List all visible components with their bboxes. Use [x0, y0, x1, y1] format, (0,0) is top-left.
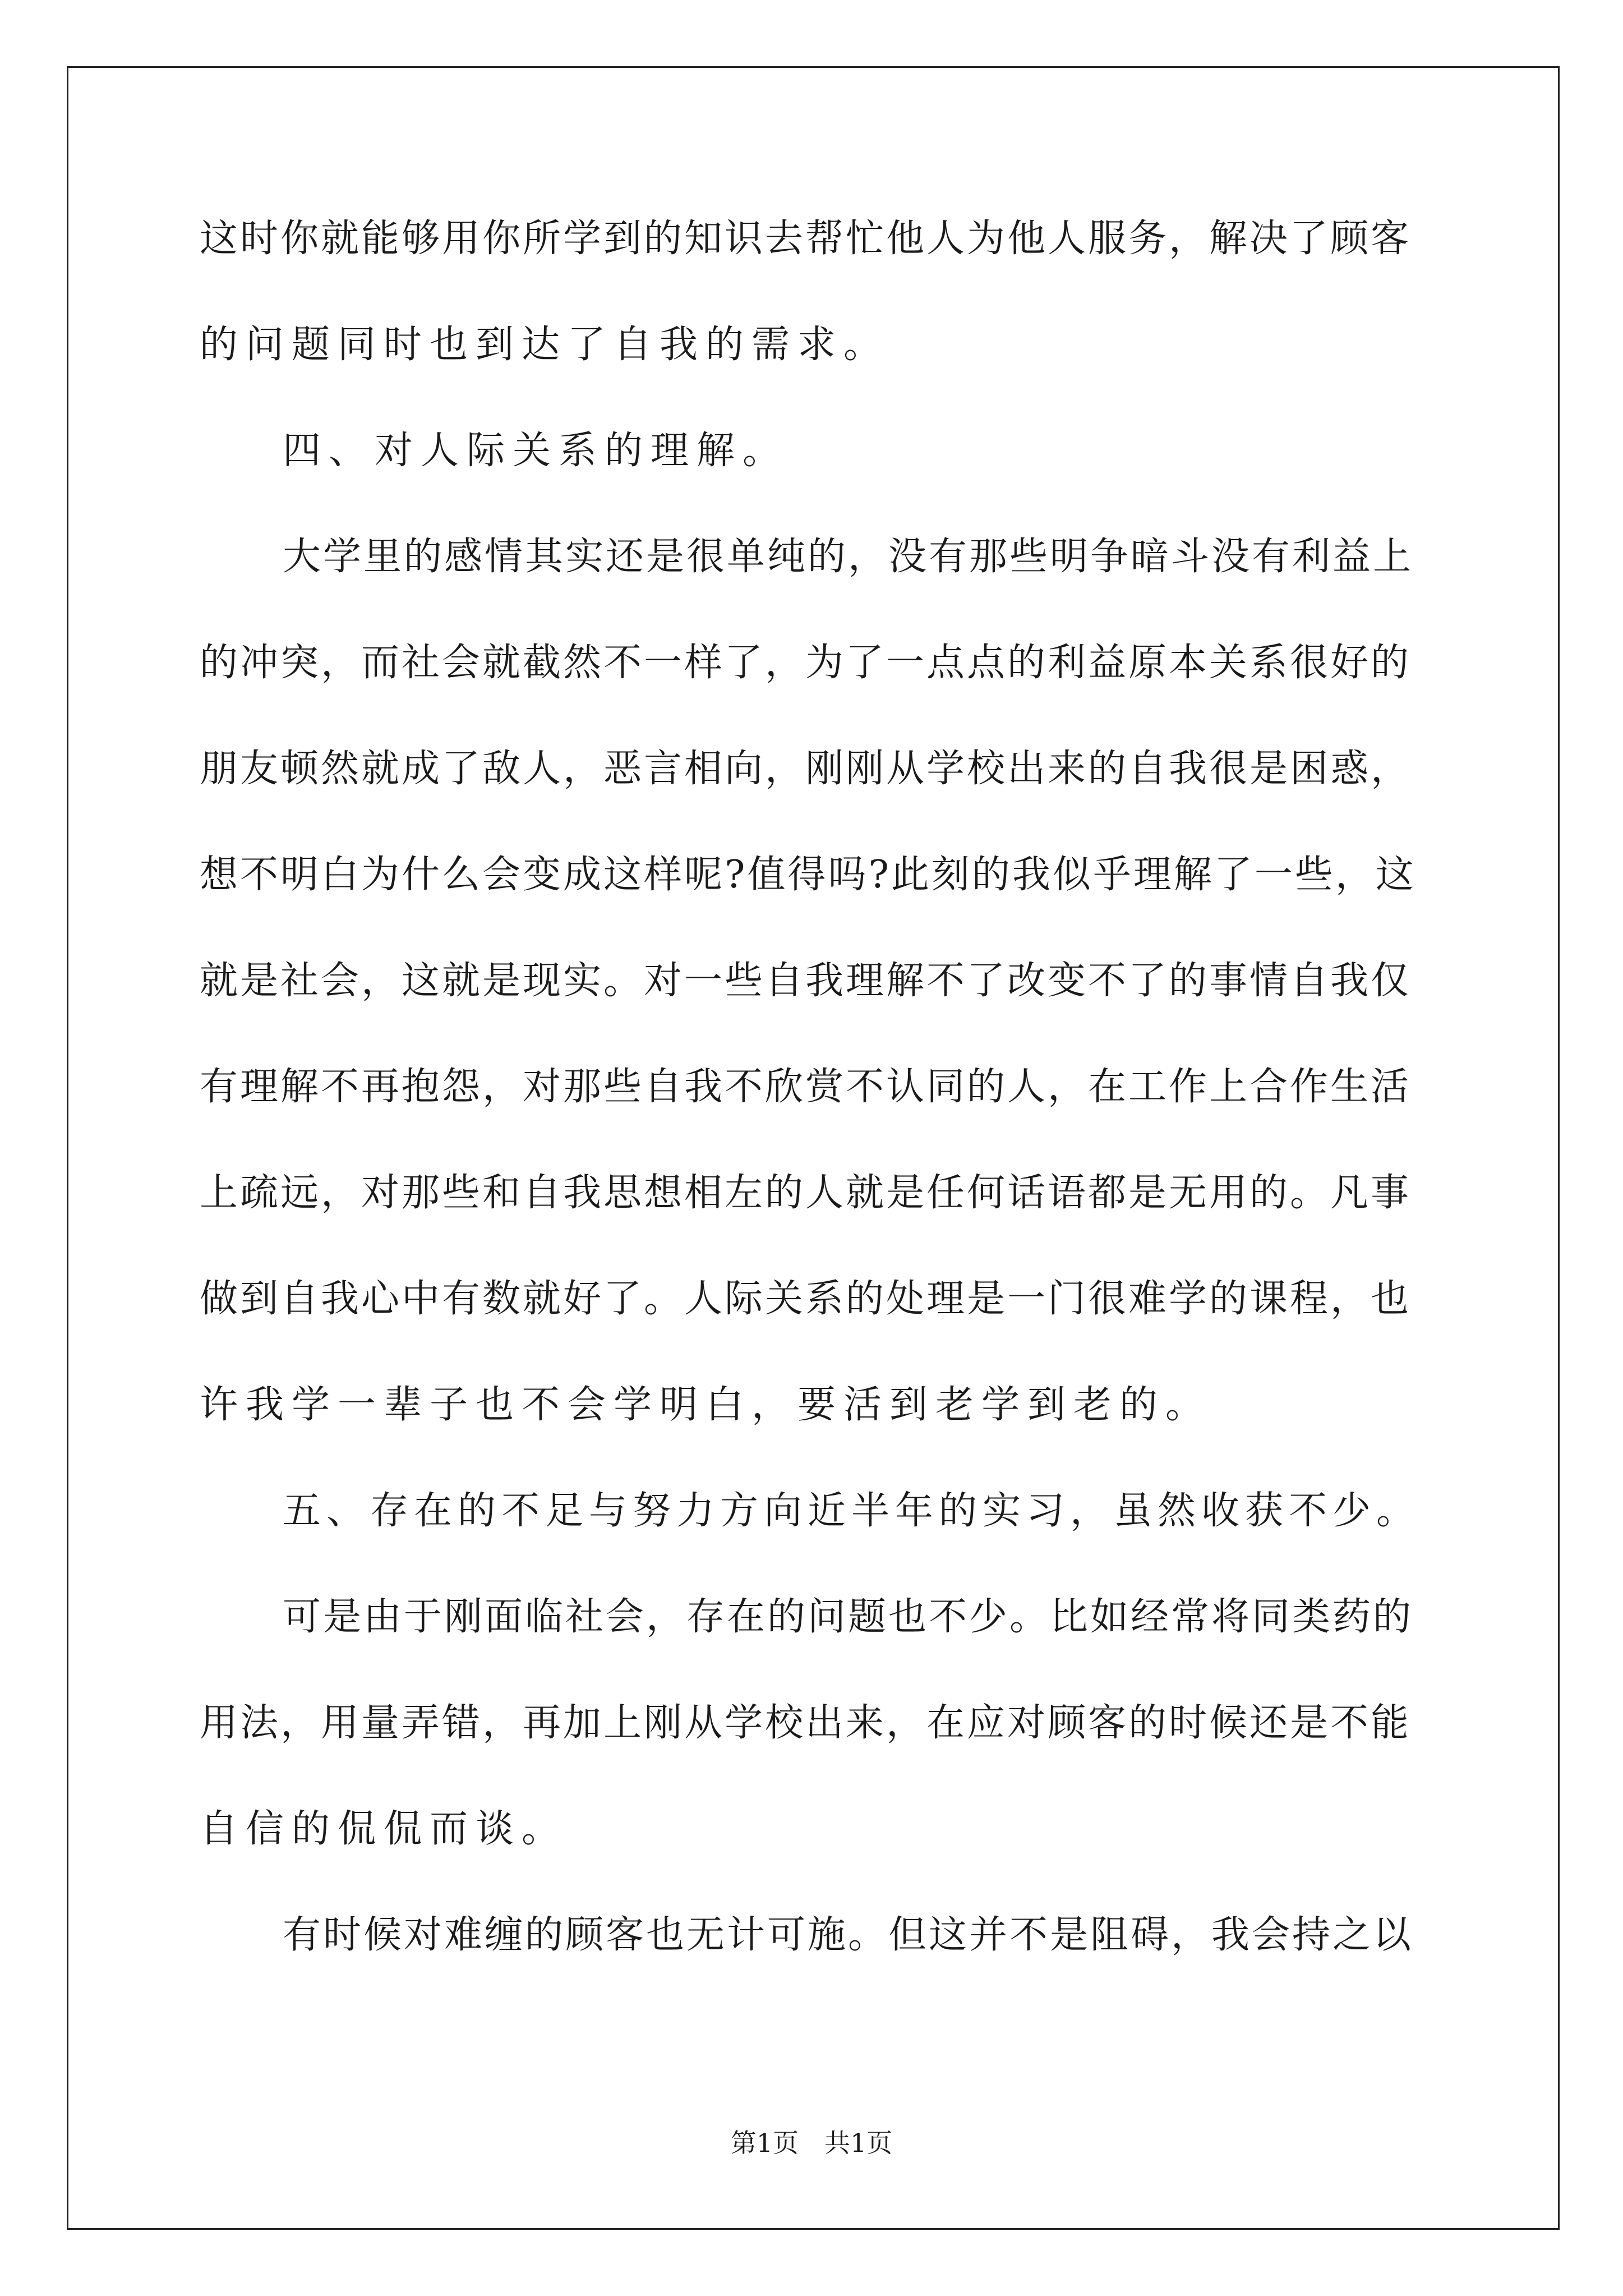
text-line: 做到自我心中有数就好了。人际关系的处理是一门很难学的课程，也 [200, 1277, 1412, 1321]
section-heading: 五、存在的不足与努力方向近半年的实习，虽然收获不少。 [283, 1489, 1421, 1533]
paragraph-start-line: 大学里的感情其实还是很单纯的，没有那些明争暗斗没有利益上 [283, 535, 1414, 579]
text-line: 就是社会，这就是现实。对一些自我理解不了改变不了的事情自我仅 [200, 959, 1412, 1003]
text-line: 的问题同时也到达了自我的需求。 [200, 323, 890, 367]
text-line: 上疏远，对那些和自我思想相左的人就是任何话语都是无用的。凡事 [200, 1171, 1412, 1215]
page-number-footer: 第1页 共1页 [730, 2128, 893, 2158]
section-heading: 四、对人际关系的理解。 [283, 429, 789, 473]
text-line: 想不明白为什么会变成这样呢?值得吗?此刻的我似乎理解了一些，这 [200, 853, 1416, 897]
page-frame [67, 66, 1560, 2230]
text-line: 自信的侃侃而谈。 [200, 1807, 568, 1851]
text-line: 朋友顿然就成了敌人，恶言相向，刚刚从学校出来的自我很是困惑， [200, 747, 1412, 791]
paragraph-start-line: 有时候对难缠的顾客也无计可施。但这并不是阻碍，我会持之以 [283, 1913, 1414, 1957]
text-line: 有理解不再抱怨，对那些自我不欣赏不认同的人，在工作上合作生活 [200, 1065, 1412, 1109]
text-line: 的冲突，而社会就截然不一样了，为了一点点的利益原本关系很好的 [200, 641, 1412, 685]
paragraph-start-line: 可是由于刚面临社会，存在的问题也不少。比如经常将同类药的 [283, 1595, 1414, 1639]
text-line: 这时你就能够用你所学到的知识去帮忙他人为他人服务，解决了顾客 [200, 217, 1412, 261]
text-line: 用法，用量弄错，再加上刚从学校出来，在应对顾客的时候还是不能 [200, 1701, 1412, 1745]
text-line: 许我学一辈子也不会学明白，要活到老学到老的。 [200, 1383, 1212, 1427]
